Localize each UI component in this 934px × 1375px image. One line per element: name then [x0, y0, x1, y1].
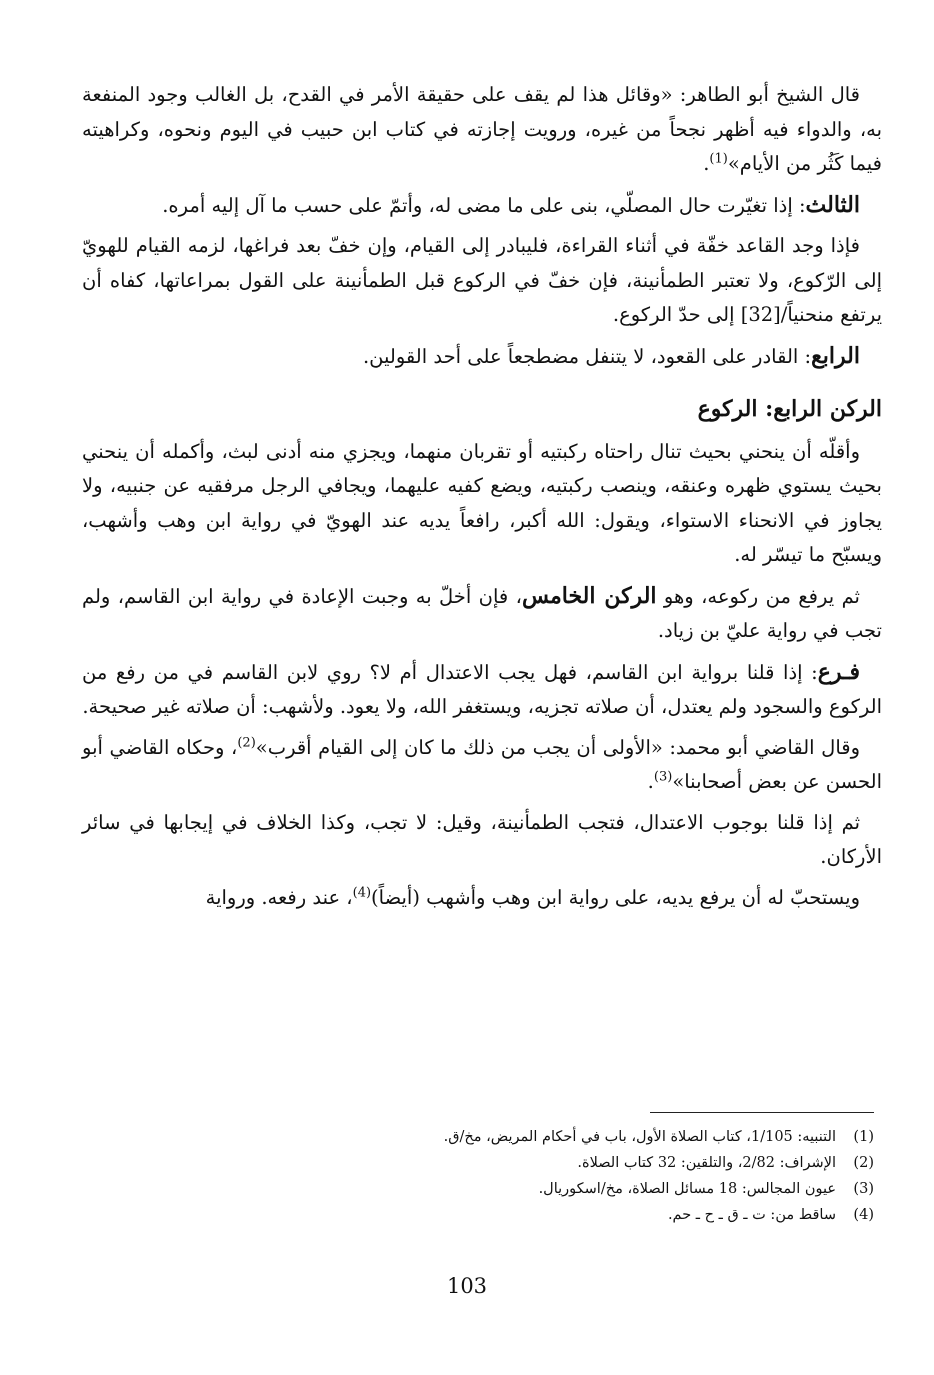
paragraph-raising-hands: ويستحبّ له أن يرفع يديه، على رواية ابن وهب وأشهب (أيضاً)$^{(4)}$، عند رفعه. ورواية: [205, 885, 860, 909]
footnote-ref-4[interactable]: (4): [352, 885, 372, 900]
paragraph-itidal: ثم إذا قلنا بوجوب الاعتدال، فتجب الطمأنينة، وقيل: لا تجب، وكذا الخلاف في إيجابها في سائر الأركان.: [82, 810, 882, 868]
paragraph-seated: فإذا وجد القاعد خفّة في أثناء القراءة، فليبادر إلى القيام، وإن خفّ بعد فراغها، لزمه القيام للهويّ إلى الرّكوع، ولا تعتبر الطمأنينة، فإن خفّ في الركوع قبل الطمأنينة على القول بمراعاتها، كفاه أن يرتفع منحنياً/[32] إلى حدّ الركوع.: [82, 234, 882, 326]
term-fifth-pillar: الركن الخامس: [521, 582, 657, 609]
footnote-item: (4) ساقط من: ت ـ ق ـ ح ـ حم.: [667, 1207, 874, 1223]
paragraph-branch: فـرع: إذا قلنا برواية ابن القاسم، فهل يجب الاعتدال أم لا؟ روي لابن القاسم في من رفع من الركوع والسجود ولم يعتدل، أن صلاته تجزيه، ويستغفر الله، ولا يعود. ولأشهب: أن صلاته غير صحيحة.: [82, 658, 882, 718]
paragraph-qadi-abu-muhammad: وقال القاضي أبو محمد: «الأولى أن يجب من ذلك ما كان إلى القيام أقرب»$^{(2)}$، وحكاه القاضي أبو الحسن عن بعض أصحابنا»$^{(3)}$.: [82, 735, 882, 793]
footnote-divider: [650, 1112, 874, 1113]
footnote-item: (1) التنبيه: 1/105، كتاب الصلاة الأول، باب في أحكام المريض، مخ/ق.: [443, 1129, 874, 1145]
term-fourth: الرابع: [811, 342, 860, 369]
footnote-item: (3) عيون المجالس: 18 مسائل الصلاة، مخ/اسكوريال.: [538, 1181, 874, 1197]
paragraph-ruku-description: وأقلّه أن ينحني بحيث تنال راحتاه ركبتيه أو تقربان منهما، ويجزي منه أدنى لبث، وأكمله أن ينحني بحيث يستوي ظهره وعنقه، وينصب ركبتيه، ويضع كفيه عليهما، ويجافي الرجل مرفقيه عن جنبيه، ولا يجاوز في الانحناء الاستواء، ويقول: الله أكبر، رافعاً يديه عند الهويّ في رواية ابن وهب وأشهب، ويسبّح ما تيسّر له.: [82, 439, 882, 566]
footnote-ref-1[interactable]: (1): [709, 151, 728, 167]
footnote-item: (2) الإشراف: 2/82، والتلقين: 32 كتاب الصلاة.: [577, 1155, 874, 1171]
paragraph-abu-tahir: قال الشيخ أبو الطاهر: «وقائل هذا لم يقف على حقيقة الأمر في القدح، بل الغالب وجود المنفعة به، والدواء فيه أظهر نجحاً من غيره، ورويت إجازته في كتاب ابن حبيب في اليوم ونحوه، وكراهيته فيما كَثُر من الأيام»$^{(1)}$.: [82, 83, 882, 175]
term-third: الثالث: [805, 191, 860, 218]
page-number: 103: [446, 1274, 488, 1298]
footnote-ref-3[interactable]: (3): [653, 769, 673, 785]
footnote-ref-2[interactable]: (2): [237, 735, 256, 750]
paragraph-fifth-pillar: ثم يرفع من ركوعه، وهو الركن الخامس، فإن أخلّ به وجبت الإعادة في رواية ابن القاسم، ولم تجب في رواية عليّ بن زياد.: [82, 582, 882, 642]
paragraph-third: الثالث: إذا تغيّرت حال المصلّي، بنى على ما مضى له، وأتمّ على حسب ما آل إليه أمره.: [162, 191, 860, 218]
page-body: [82, 78, 882, 921]
paragraph-fourth: الرابع: القادر على القعود، لا يتنفل مضطجعاً على أحد القولين.: [362, 342, 860, 369]
section-heading-ruku: الركن الرابع: الركوع: [697, 396, 882, 422]
footnotes: [314, 1124, 874, 1228]
term-branch: فـرع: [817, 658, 860, 685]
